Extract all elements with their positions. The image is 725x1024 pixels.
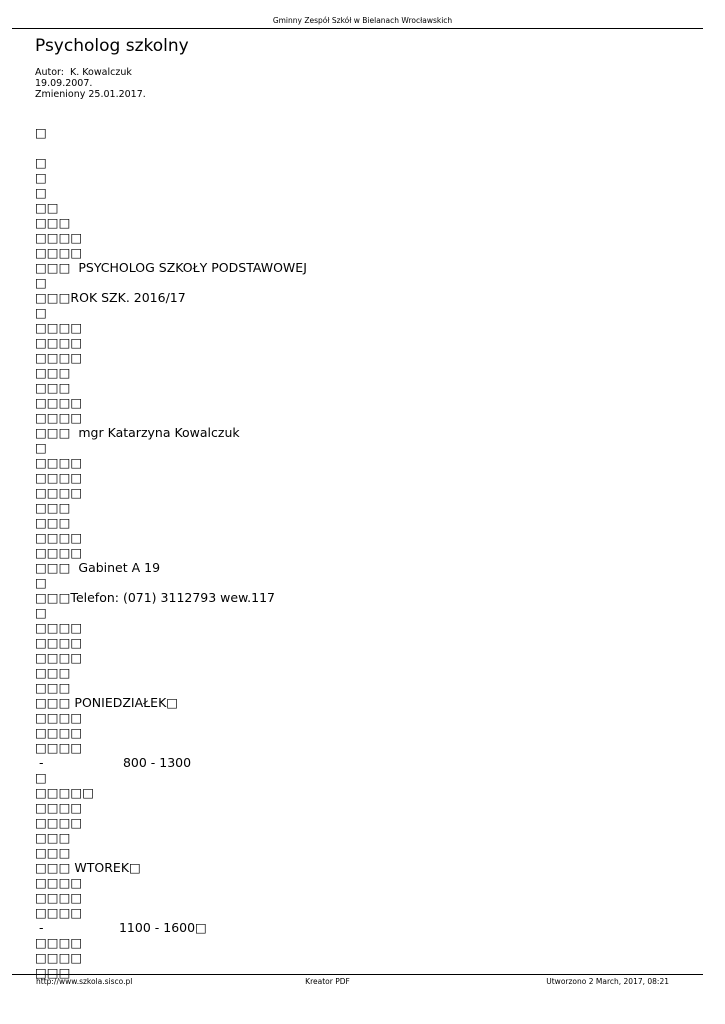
body-line: □□□□ bbox=[35, 335, 83, 350]
created-date: 19.09.2007. bbox=[35, 78, 93, 89]
body-line: - 1100 - 1600□ bbox=[35, 920, 207, 935]
footer-generator: Kreator PDF bbox=[305, 977, 350, 986]
body-line: □□□ bbox=[35, 215, 71, 230]
body-line: □□□ bbox=[35, 845, 71, 860]
body-line: □□□□ bbox=[35, 710, 83, 725]
body-line: □□□□ bbox=[35, 950, 83, 965]
body-line: □ bbox=[35, 155, 47, 170]
body-line: □□□□ bbox=[35, 530, 83, 545]
body-line: □ bbox=[35, 305, 47, 320]
body-line: □□□ PSYCHOLOG SZKOŁY PODSTAWOWEJ bbox=[35, 260, 307, 275]
body-line: □□□□ bbox=[35, 245, 83, 260]
body-line: □□ bbox=[35, 200, 59, 215]
body-line: □□□□ bbox=[35, 890, 83, 905]
body-line: □□□□ bbox=[35, 650, 83, 665]
body-line: □ bbox=[35, 440, 47, 455]
body-line: □ bbox=[35, 275, 47, 290]
body-line: □□□□ bbox=[35, 485, 83, 500]
body-line: □□□□ bbox=[35, 455, 83, 470]
body-line: □□□ mgr Katarzyna Kowalczuk bbox=[35, 425, 240, 440]
body-line: □□□□ bbox=[35, 905, 83, 920]
body-line: □ bbox=[35, 575, 47, 590]
body-line: □□□ PONIEDZIAŁEK□ bbox=[35, 695, 179, 710]
article-meta bbox=[35, 67, 146, 100]
article-title: Psycholog szkolny bbox=[35, 36, 189, 56]
body-line: - 800 - 1300 bbox=[35, 755, 192, 770]
body-line: □□□ROK SZK. 2016/17 bbox=[35, 290, 186, 305]
body-line: □□□□ bbox=[35, 545, 83, 560]
body-line: □□□□ bbox=[35, 800, 83, 815]
footer-url[interactable]: http://www.szkola.sisco.pl bbox=[36, 977, 133, 986]
body-line: □□□□ bbox=[35, 620, 83, 635]
body-line: □ bbox=[35, 125, 47, 140]
body-line: □□□□ bbox=[35, 350, 83, 365]
body-line: □□□ WTOREK□ bbox=[35, 860, 141, 875]
header-school-name: Gminny Zespół Szkół w Bielanach Wrocławskich bbox=[272, 16, 453, 25]
body-line: □□□ bbox=[35, 680, 71, 695]
author-line: Autor: K. Kowalczuk bbox=[35, 67, 132, 78]
body-line: □ bbox=[35, 605, 47, 620]
body-line: □□□ bbox=[35, 965, 71, 980]
modified-line: Zmieniony 25.01.2017. bbox=[35, 89, 146, 100]
body-line: □□□ bbox=[35, 515, 71, 530]
body-line: □□□□□ bbox=[35, 785, 95, 800]
body-line: □□□□ bbox=[35, 410, 83, 425]
footer-divider bbox=[12, 974, 703, 975]
body-line: □□□□ bbox=[35, 815, 83, 830]
body-line: □□□□ bbox=[35, 320, 83, 335]
body-line: □□□□ bbox=[35, 635, 83, 650]
body-line: □ bbox=[35, 170, 47, 185]
body-line: □ bbox=[35, 770, 47, 785]
body-line: □□□ bbox=[35, 380, 71, 395]
body-line: □□□□ bbox=[35, 740, 83, 755]
body-line: □□□□ bbox=[35, 230, 83, 245]
body-line: □□□Telefon: (071) 3112793 wew.117 bbox=[35, 590, 276, 605]
body-line: □□□ Gabinet A 19 bbox=[35, 560, 161, 575]
body-line: □□□ bbox=[35, 830, 71, 845]
body-line: □□□□ bbox=[35, 470, 83, 485]
body-line: □□□□ bbox=[35, 725, 83, 740]
header-divider bbox=[12, 28, 703, 29]
body-line: □□□□ bbox=[35, 875, 83, 890]
body-line: □□□□ bbox=[35, 395, 83, 410]
body-line: □□□□ bbox=[35, 935, 83, 950]
body-line: □ bbox=[35, 185, 47, 200]
body-line: □□□ bbox=[35, 365, 71, 380]
body-line: □□□ bbox=[35, 665, 71, 680]
body-line: □□□ bbox=[35, 500, 71, 515]
footer-created: Utworzono 2 March, 2017, 08:21 bbox=[546, 977, 669, 986]
